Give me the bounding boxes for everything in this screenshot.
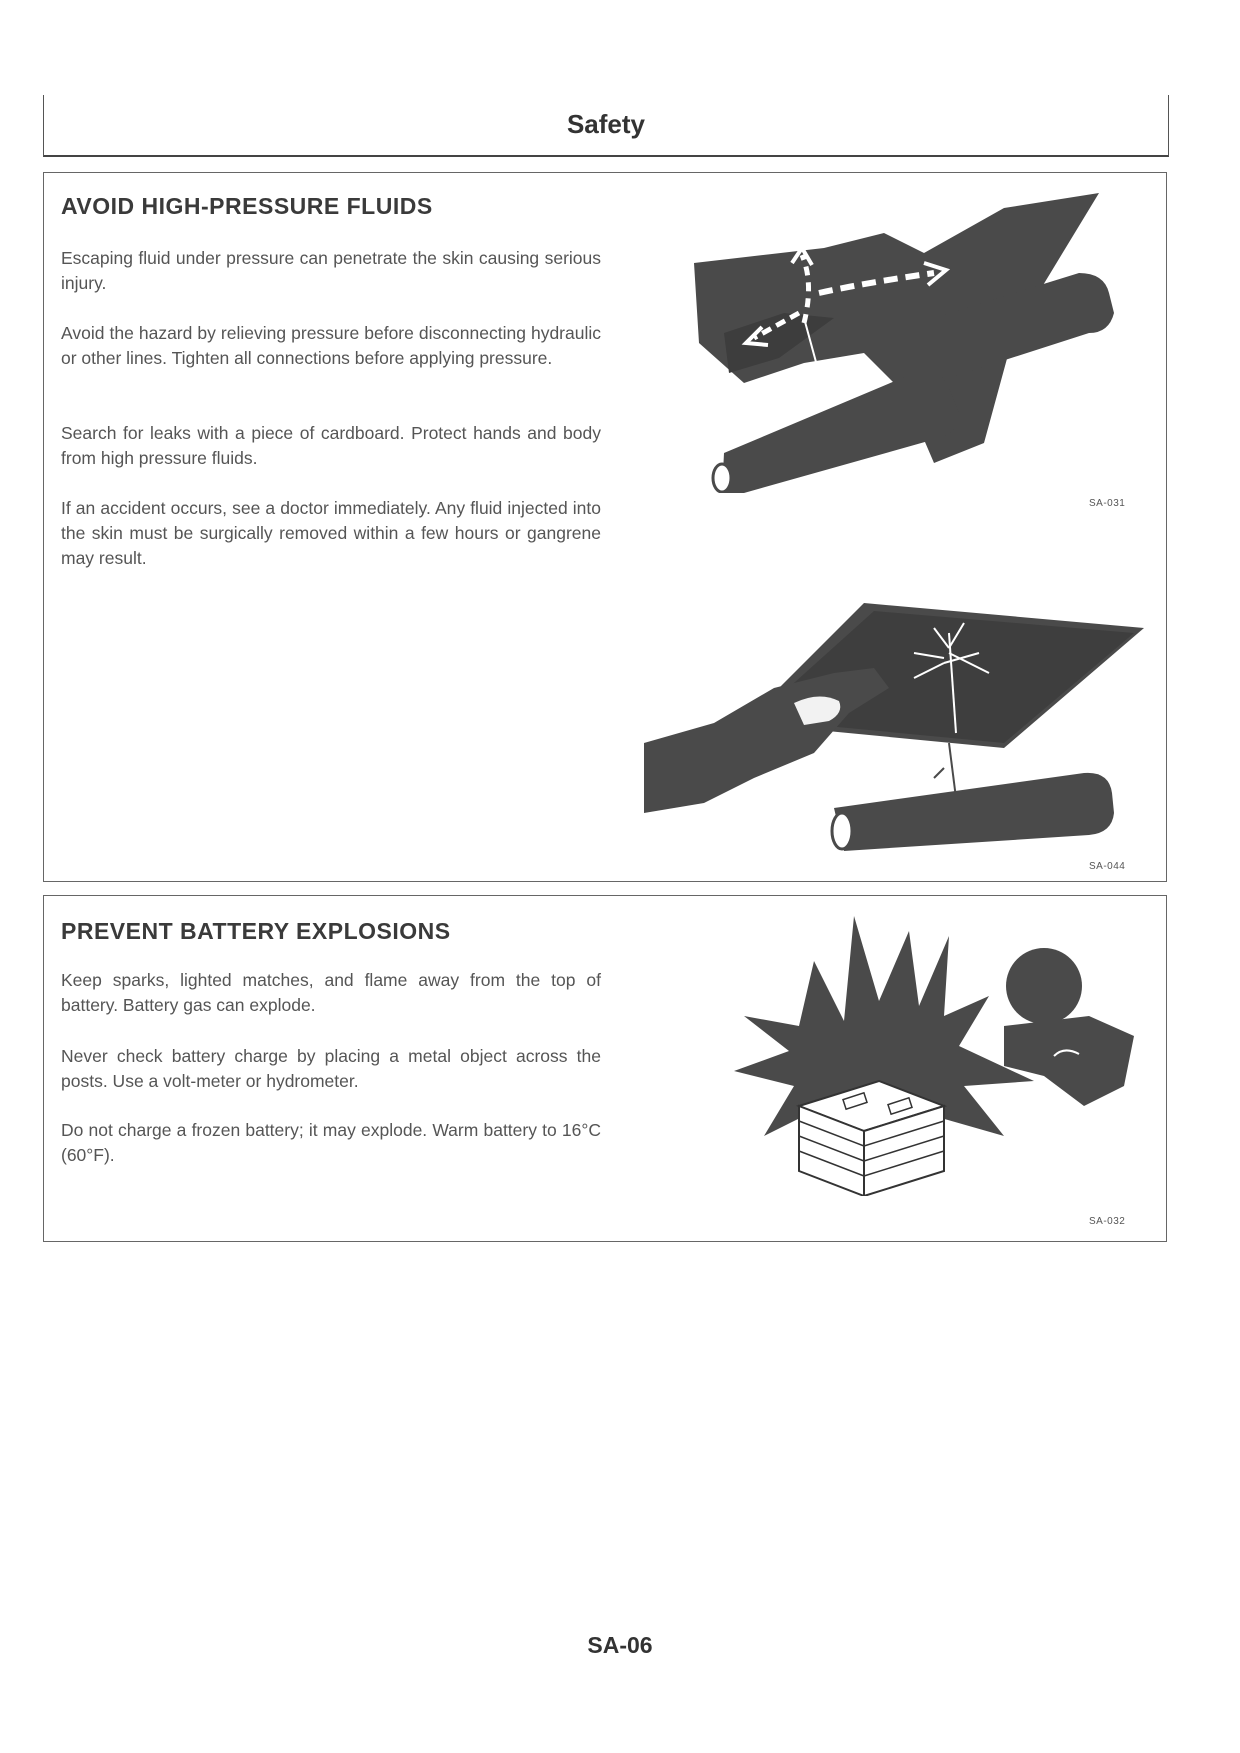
cardboard-leak-search-illustration bbox=[644, 593, 1154, 853]
section-high-pressure-fluids bbox=[43, 172, 1167, 882]
paragraph: Never check battery charge by placing a metal object across the posts. Use a volt-meter or hydrometer. bbox=[61, 1046, 601, 1091]
section-heading: AVOID HIGH-PRESSURE FLUIDS bbox=[61, 193, 433, 219]
figure-code: SA-044 bbox=[1089, 861, 1126, 872]
page-header bbox=[43, 95, 1169, 157]
page-number: SA-06 bbox=[587, 1632, 653, 1658]
figure-code: SA-031 bbox=[1089, 498, 1126, 509]
section-battery-explosions bbox=[43, 895, 1167, 1242]
paragraph: Do not charge a frozen battery; it may explode. Warm battery to 16°C (60°F). bbox=[61, 1120, 601, 1165]
paragraph: If an accident occurs, see a doctor immediately. Any fluid injected into the skin must be surgically removed within a few hours or gangrene may result. bbox=[61, 498, 601, 568]
paragraph: Escaping fluid under pressure can penetrate the skin causing serious injury. bbox=[61, 248, 601, 293]
figure-code: SA-032 bbox=[1089, 1216, 1126, 1227]
paragraph: Avoid the hazard by relieving pressure before disconnecting hydraulic or other lines. Tighten all connections before applying pressure. bbox=[61, 323, 601, 368]
paragraph: Search for leaks with a piece of cardboard. Protect hands and body from high pressure fluids. bbox=[61, 423, 601, 468]
high-pressure-fluid-hand-illustration bbox=[684, 193, 1154, 493]
page-title: Safety bbox=[566, 109, 646, 139]
battery-explosion-illustration bbox=[704, 906, 1144, 1196]
section-heading: PREVENT BATTERY EXPLOSIONS bbox=[61, 918, 451, 944]
paragraph: Keep sparks, lighted matches, and flame away from the top of battery. Battery gas can explode. bbox=[61, 970, 601, 1015]
